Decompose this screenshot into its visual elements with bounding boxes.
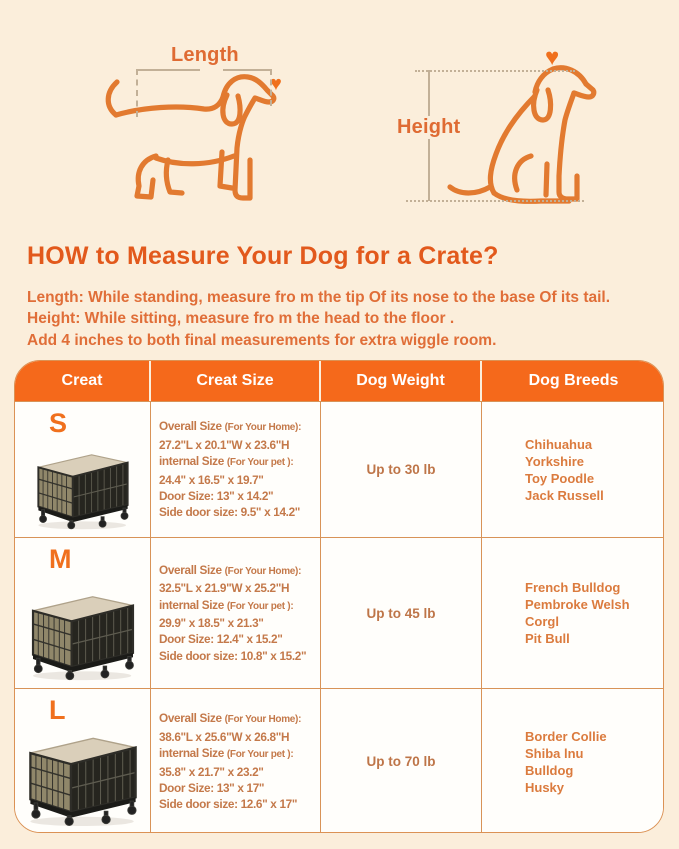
intro-line-wiggle: Add 4 inches to both final measurements for extra wiggle room. bbox=[27, 331, 497, 349]
intro-line-length: Length: While standing, measure fro m the tip Of its nose to the base Of its tail. bbox=[27, 289, 611, 306]
column-header-dog-breeds: Dog Breeds bbox=[482, 361, 664, 401]
length-line-left bbox=[136, 69, 200, 71]
length-tick-right bbox=[270, 69, 272, 106]
column-header-creat: Creat bbox=[15, 361, 151, 401]
intro-text bbox=[27, 287, 610, 351]
heart-icon: ♥ bbox=[270, 73, 282, 95]
table-row-m-size-cell: Overall Size (For Your Home): 32.5"L x 21.9"W x 25.2"H internal Size (For Your pet ): 29.9" x 18.5" x 21.3" Door Size: 12.4" x 15.2" Side door size: 10.8" x 15.2" bbox=[151, 537, 321, 688]
table-row-l-weight-cell: Up to 70 lb bbox=[321, 688, 482, 833]
table-row-l-size-cell: Overall Size (For Your Home): 38.6"L x 25.6"W x 26.8"H internal Size (For Your pet ): 35.8" x 21.7" x 23.2" Door Size: 13" x 17" Side door size: 12.6" x 17" bbox=[151, 688, 321, 833]
column-header-creat-size: Creat Size bbox=[151, 361, 321, 401]
table-row-m-breeds-cell: French Bulldog Pembroke Welsh Corgl Pit Bull bbox=[482, 537, 664, 688]
table-row-m-weight-cell: Up to 45 lb bbox=[321, 537, 482, 688]
size-label-l: L bbox=[49, 695, 66, 725]
table-row-l-breeds-cell: Border Collie Shiba lnu Bulldog Husky bbox=[482, 688, 664, 833]
intro-line-height: Height: While sitting, measure fro m the head to the floor . bbox=[27, 310, 455, 328]
heart-icon: ♥ bbox=[545, 44, 560, 71]
length-tick-left bbox=[136, 69, 138, 117]
table-row-s-breeds-cell: Chihuahua Yorkshire Toy Poodle Jack Russell bbox=[482, 401, 664, 537]
crate-photo-medium bbox=[26, 588, 140, 681]
height-tick-top bbox=[415, 70, 575, 72]
column-header-dog-weight: Dog Weight bbox=[321, 361, 482, 401]
size-label-s: S bbox=[49, 408, 68, 438]
crate-size-table bbox=[14, 360, 664, 833]
size-label-m: M bbox=[49, 544, 72, 574]
table-row-s-crate-cell bbox=[15, 401, 151, 537]
table-row-m-crate-cell bbox=[15, 537, 151, 688]
table-row-s-weight-cell: Up to 30 lb bbox=[321, 401, 482, 537]
length-line-right bbox=[223, 69, 271, 71]
crate-photo-small bbox=[32, 447, 134, 530]
height-tick-bottom bbox=[406, 200, 584, 202]
length-label: Length bbox=[168, 44, 242, 67]
height-label: Height bbox=[394, 116, 463, 139]
table-row-l-crate-cell bbox=[15, 688, 151, 833]
standing-dog-illustration bbox=[96, 68, 278, 208]
page-title: HOW to Measure Your Dog for a Crate? bbox=[27, 242, 499, 270]
table-row-s-size-cell: Overall Size (For Your Home): 27.2"L x 20.1"W x 23.6"H internal Size (For Your pet ): 24.4" x 16.5" x 19.7" Door Size: 13" x 14.2" Side door size: 9.5" x 14.2" bbox=[151, 401, 321, 537]
crate-photo-large bbox=[23, 729, 143, 827]
